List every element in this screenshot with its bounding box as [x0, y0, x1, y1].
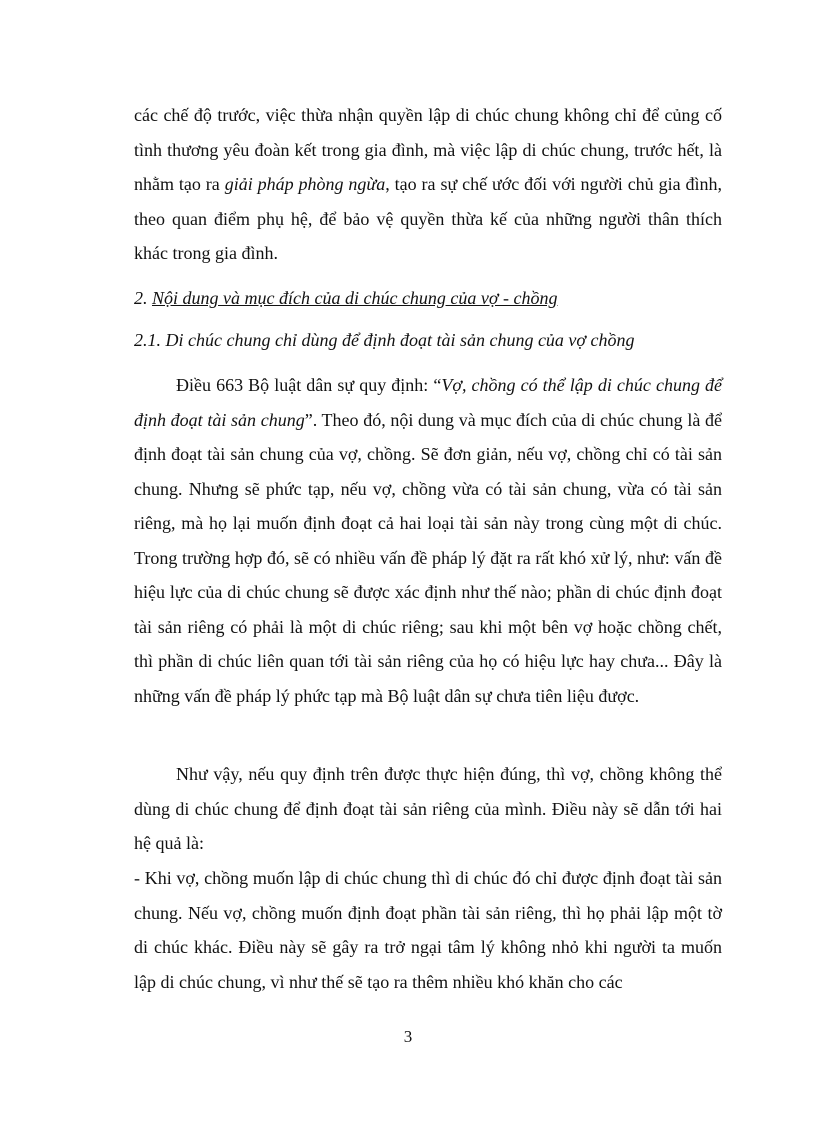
paragraph-consequence-1: - Khi vợ, chồng muốn lập di chúc chung thì di chúc đó chỉ được định đoạt tài sản chung. Nếu vợ, chồng muốn định đoạt phần tài sản riêng, thì họ phải lập một tờ di chúc khác. Điều này sẽ gây ra trở ngại tâm lý không nhỏ khi người ta muốn lập di chúc chung, vì như thế sẽ tạo ra thêm nhiều khó khăn cho các: [134, 868, 722, 992]
paragraph-article-663-intro: Điều 663 Bộ luật dân sự quy định: “: [176, 375, 442, 395]
section-heading-2-1: 2.1. Di chúc chung chỉ dùng để định đoạt tài sản chung của vợ chồng: [134, 330, 635, 350]
paragraph-intro-text-end: , tạo ra sự chế ước đối với người chủ gia đình, theo quan điểm phụ hệ, để bảo vệ quyền thừa kế của những người thân thích khác trong gia đình.: [134, 174, 722, 263]
section-heading-2: [134, 286, 558, 310]
page-number: 3: [403, 1027, 413, 1046]
paragraph-article-663-quote: Vợ, chồng có thể lập di chúc chung để định đoạt tài sản chung: [134, 375, 723, 430]
paragraph-intro-text: các chế độ trước, việc thừa nhận quyền lập di chúc chung không chỉ để củng cố tình thương yêu đoàn kết trong gia đình, mà việc lập di chúc chung, trước hết, là nhằm tạo ra: [134, 105, 722, 194]
section-heading-2-number: 2.: [134, 288, 152, 308]
paragraph-intro: [134, 98, 722, 271]
paragraph-intro-emphasis: giải pháp phòng ngừa: [224, 174, 386, 194]
paragraph-consequences: Như vậy, nếu quy định trên được thực hiện đúng, thì vợ, chồng không thể dùng di chúc chung để định đoạt tài sản riêng của mình. Điều này sẽ dẫn tới hai hệ quả là:: [134, 764, 722, 853]
paragraph-article-663-body: ”. Theo đó, nội dung và mục đích của di chúc chung là để định đoạt tài sản chung của vợ, chồng. Sẽ đơn giản, nếu vợ, chồng chỉ có tài sản chung. Nhưng sẽ phức tạp, nếu vợ, chồng vừa có tài sản chung, vừa có tài sản riêng, mà họ lại muốn định đoạt cả hai loại tài sản này trong cùng một di chúc. Trong trường hợp đó, sẽ có nhiều vấn đề pháp lý đặt ra rất khó xử lý, như: vấn đề hiệu lực của di chúc chung sẽ được xác định như thế nào; phần di chúc định đoạt tài sản riêng có phải là một di chúc riêng; sau khi một bên vợ hoặc chồng chết, thì phần di chúc liên quan tới tài sản riêng của họ có hiệu lực hay chưa... Đây là những vấn đề pháp lý phức tạp mà Bộ luật dân sự chưa tiên liệu được.: [134, 409, 723, 706]
paragraph-article-663: [134, 368, 722, 713]
section-heading-2-title: Nội dung và mục đích của di chúc chung của vợ - chồng: [152, 288, 558, 308]
